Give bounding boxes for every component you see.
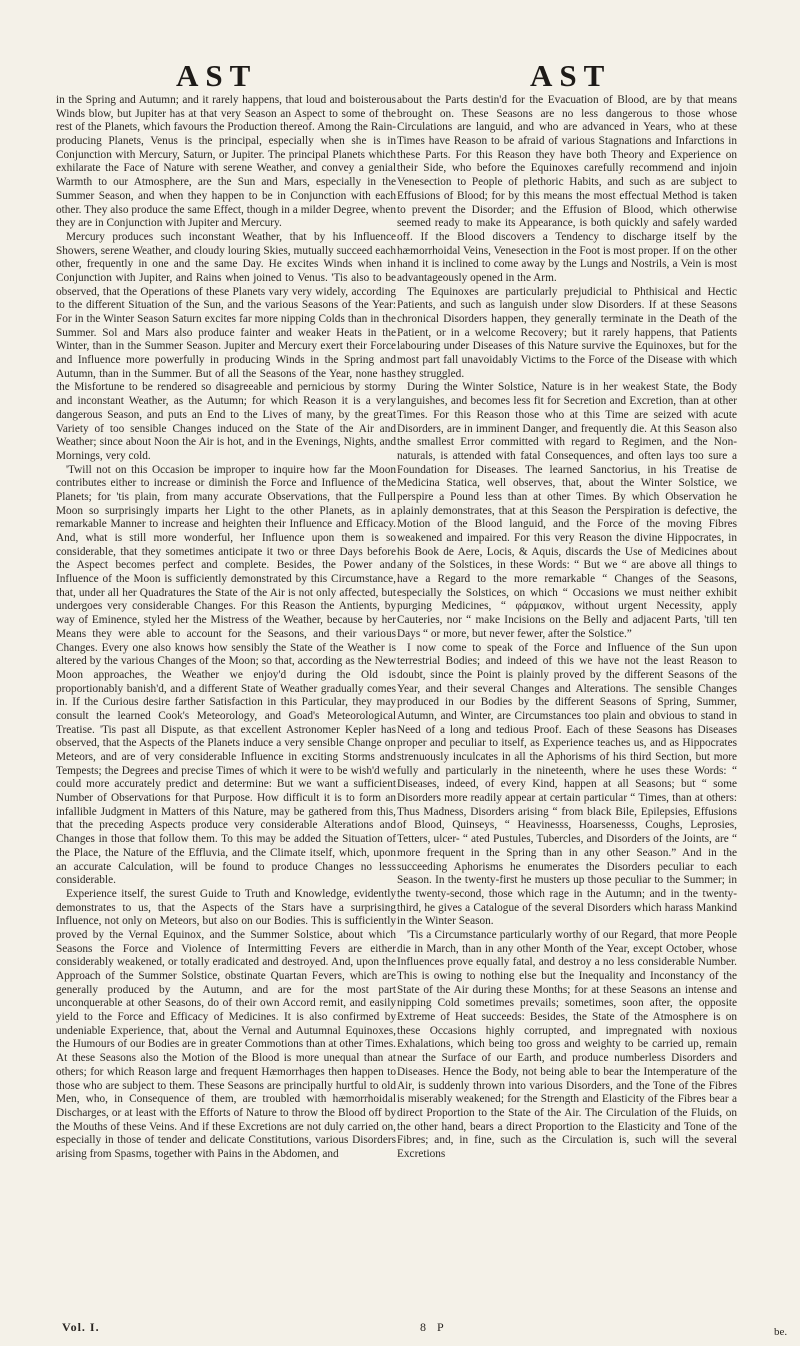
paragraph: about the Parts destin'd for the Evacuation of Blood, are by that means brought on. These Seasons are no less dangerous to those whose Circulations are languid, and who are advanced in Years, who at these Times have Reason to be afraid of various Stagnations and Infarctions in these Parts. For this Reason they have both Theory and Experience on their Side, who before the Equinoxes carefully recommend and injoin Venesection to People of plethoric Habits, and such as are subject to Effusions of Blood; for by this means the most effectual Method is taken to prevent the Disorder; and the Effusion of Blood, which otherwise seemed ready to make its Appearance, is both quickly and safely warded off. If the Blood discovers a Tendency to discharge itself by the hæmorrhoidal Veins, Venesection in the Foot is most proper. If on the other hand it is inclined to come away by the Lungs and Nostrils, a Vein is most advantageously opened in the Arm.: [397, 94, 737, 284]
volume-label: Vol. I.: [62, 1320, 100, 1334]
paragraph: I now come to speak of the Force and Influence of the Sun upon terrestrial Bodies; and indeed of this we have not the least Reason to doubt, since the Point is plainly proved by the different Seasons of the Year, and their several Changes and Alterations. The sensible Changes produced in our Bodies by the different Seasons of Spring, Summer, Autumn, and Winter, are Circumstances too plain and obvious to stand in Need of a long and tedious Proof. Each of these Seasons has Diseases proper and peculiar to itself, as Experience teaches us, and as Hippocrates strenuously inculcates in all the Aphorisms of his third Section, but more fully and particularly in the nineteenth, where he uses these Words: “ Diseases, indeed, of every Kind, happen at all Seasons; but “ some Disorders more readily appear at certain particular “ Times, than at others: Thus Madness, Disorders arising “ from black Bile, Epilepsies, Effusions of Blood, Quinseys, “ Heavinesss, Hoarsenesss, Coughs, Leprosies, Tetters, ulcer- “ ated Pustules, Tubercles, and Disorders of the Joints, are “ more frequent in the Spring than in any other Season.” And in the succeeding Aphorisms he enumerates the Disorders peculiar to each Season. In the twenty-first he musters up those peculiar to the Summer; in the twenty-second, those which rage in the Autumn; and in the twenty-third, he gives a Catalogue of the several Disorders which harass Mankind in the Winter Season.: [397, 641, 737, 928]
paragraph: 'Tis a Circumstance particularly worthy of our Regard, that more People die in March, than in any other Month of the Year, except October, whose Influences prove equally fatal, and destroy a no less considerable Number. This is owing to nothing else but the Inequality and Inconstancy of the State of the Air during these Months; for at these Seasons an intense and nipping Cold sometimes prevails; sometimes, soon after, the opposite Extreme of Heat succeeds: Besides, the State of the Atmosphere is on these Occasions highly corrupted, and impregnated with noxious Exhalations, which being too gross and weighty to be carried up, remain near the Surface of our Earth, and produce numberless Disorders and Diseases. Hence the Body, not being able to bear the Intemperature of the Air, is suddenly thrown into various Disorders, and the Tone of the Fibres is miserably weakened; for the Strength and Elasticity of the Fibres bear a direct Proportion to the State of the Air. The Circulation of the Fluids, on the other hand, bears a direct Proportion to the Elasticity and Tone of the Fibres; and, in fine, such as the Circulation is, such will the several Excretions: [397, 928, 737, 1160]
paragraph: The Equinoxes are particularly prejudicial to Phthisical and Hectic Patients, and such as languish under slow Disorders. If at these Seasons chronical Disorders happen, they generally terminate in the Death of the Patient, or in a welcome Recovery; but it rarely happens, that Patients labouring under Diseases of this Nature survive the Equinoxes, but for the most part fall unavoidably Victims to the Force of the Disease with which they struggled.: [397, 285, 737, 380]
paragraph: Mercury produces such inconstant Weather, that by his Influence Showers, serene Weather, and cloudy louring Skies, mutually succeed each other, frequently in one and the same Day. He excites Winds when in Conjunction with Jupiter, and Rains when joined to Venus. 'Tis also to be observed, that the Operations of these Planets vary very widely, according to the different Situation of the Sun, and the various Seasons of the Year: For in the Winter Season Saturn excites far more nipping Colds than in the Summer. Sol and Mars also produce fainter and weaker Heats in the Winter, than in the Summer Season. Jupiter and Mercury exert their Force and Influence more powerfully in producing Winds in the Spring and Autumn, than in the Summer. But of all the Seasons of the Year, none has the Misfortune to be rendered so disagreeable and pernicious by stormy and inconstant Weather, as the Autumn; for which Reason it is a very dangerous Season, and puts an End to the Lives of many, by the great Variety of too sensible Changes induced on the State of the Air and Weather; since about Noon the Air is hot, and in the Evenings, Nights, and Mornings, very cold.: [56, 230, 396, 462]
running-header: [0, 58, 800, 94]
page-footer: [0, 1320, 800, 1340]
paragraph: 'Twill not on this Occasion be improper to inquire how far the Moon contributes either to increase or diminish the Force and Influence of the Planets; for 'tis plain, from many accurate Observations, that the Full Moon so surprisingly imparts her Light to the other Planets, as in a remarkable Manner to increase and heighten their Influence and Efficacy. And, what is still more wonderful, her Influence upon them is so considerable, that they sometimes anticipate it two or three Days before the Aspect becomes perfect and complete. Besides, the Power and Influence of the Moon is sufficiently demonstrated by this Circumstance, that, under all her Quadratures the State of the Air is not only affected, but undergoes very considerable Changes. For this Reason the Antients, by way of Eminence, styled her the Mistress of the Weather, because by her Means they were able to account for the Seasons, and their various Changes. Every one also knows how sensibly the State of the Weather is altered by the various Changes of the Moon; so that, according as the New Moon approaches, the Weather we enjoy'd during the Old is proportionably banish'd, and a different State of Weather gradually comes in. If the Curious desire farther Satisfaction in this Particular, they may consult the learned Cook's Meteorology, and Goad's Meteorological Treatise. 'Tis past all Dispute, as that excellent Astronomer Kepler has observed, that the Aspects of the Planets induce a very sensible Change on Meteors, and are of very considerable Influence in exciting Storms and Tempests; the Degrees and precise Times of which it were to be wish'd we could more accurately predict and determine: But we want a sufficient Number of Observations for that Purpose. How difficult it is to form an infallible Judgment in Matters of this Nature, may be gathered from this, that the preceding Aspects produce very considerable Alterations and Changes in those that follow them. To this may be added the Situation of the Place, the Nature of the Effluvia, and the Climate itself, which, upon an accurate Calculation, will be found to produce Changes no less considerable.: [56, 463, 396, 887]
header-right: AST: [530, 58, 612, 93]
signature-mark: 8 P: [420, 1320, 448, 1334]
right-column: [397, 94, 737, 1162]
catchword: be.: [774, 1326, 788, 1338]
paragraph: Experience itself, the surest Guide to Truth and Knowledge, evidently demonstrates to us, that the Aspects of the Stars have a surprising Influence, not only on Meteors, but also on our Bodies. This is sufficiently proved by the Vernal Equinox, and the Summer Solstice, about which Seasons the Force and Violence of Intermitting Fevers are either considerably weakened, or totally eradicated and destroyed. And, upon the Approach of the Summer Solstice, obstinate Quartan Fevers, which are generally produced by the Autumn, and are for the most part unconquerable at other Seasons, do of their own Accord remit, and easily yield to the Force and Efficacy of Medicines. It is also confirmed by undeniable Experience, that, about the Vernal and Autumnal Equinoxes, the Humours of our Bodies are in greater Commotions than at other Times. At these Seasons also the Motion of the Blood is more unequal than at others; for which Reason large and frequent Hæmorrhages then happen to those who are subject to them. These Seasons are principally hurtful to old Men, who, in Consequence of them, are troubled with hæmorrhoidal Discharges, or at least with the Efforts of Nature to throw the Blood off by the Mouths of these Veins. And if these Excretions are not duly carried on, especially in those of tender and delicate Constitutions, various Disorders arising from Spasms, together with Pains in the Abdomen, and: [56, 887, 396, 1160]
header-left: AST: [176, 58, 258, 93]
paragraph: in the Spring and Autumn; and it rarely happens, that loud and boisterous Winds blow, but Jupiter has at that very Season an Aspect to some of the rest of the Planets, which favours the Production thereof. Among the Rain-producing Planets, Venus is the principal, especially when she is in Conjunction with Mercury, Saturn, or Jupiter. The principal Planets which exhilarate the Face of Nature with serene Weather, and convey a genial Warmth to our Atmosphere, are the Sun and Mars, especially in the Summer Season, and when they happen to be in Conjunction with each other. They also produce the same Effect, though in a milder Degree, when they are in Conjunction with Jupiter and Mercury.: [56, 94, 396, 230]
paragraph: During the Winter Solstice, Nature is in her weakest State, the Body languishes, and becomes less fit for Secretion and Excretion, than at other Times. For this Reason those who at this Time are seized with acute Disorders, are in imminent Danger, and frequently die. At this Season also the smallest Error committed with regard to Regimen, and the Non-naturals, is attended with fatal Consequences, and often lays too sure a Foundation for Diseases. The learned Sanctorius, in his Treatise de Medicina Statica, well observes, that, about the Winter Solstice, we perspire a Pound less than at other Times. By which Observation he plainly demonstrates, that at this Season the Perspiration is defective, the Motion of the Blood languid, and the Force of the moving Fibres weakened and impaired. For this very Reason the divine Hippocrates, in his Book de Aere, Locis, & Aquis, discards the Use of Medicines about any of the Solstices, in these Words: “ But we “ are above all things to have a Regard to the more remarkable “ Changes of the Seasons, especially the Solstices, on which “ Occasions we must neither exhibit purging Medicines, “ φάρμακον, without urgent Necessity, apply Cauteries, nor “ make Incisions on the Belly and adjacent Parts, 'till ten Days “ or more, but never fewer, after the Solstice.”: [397, 381, 737, 640]
left-column: [56, 94, 396, 1162]
